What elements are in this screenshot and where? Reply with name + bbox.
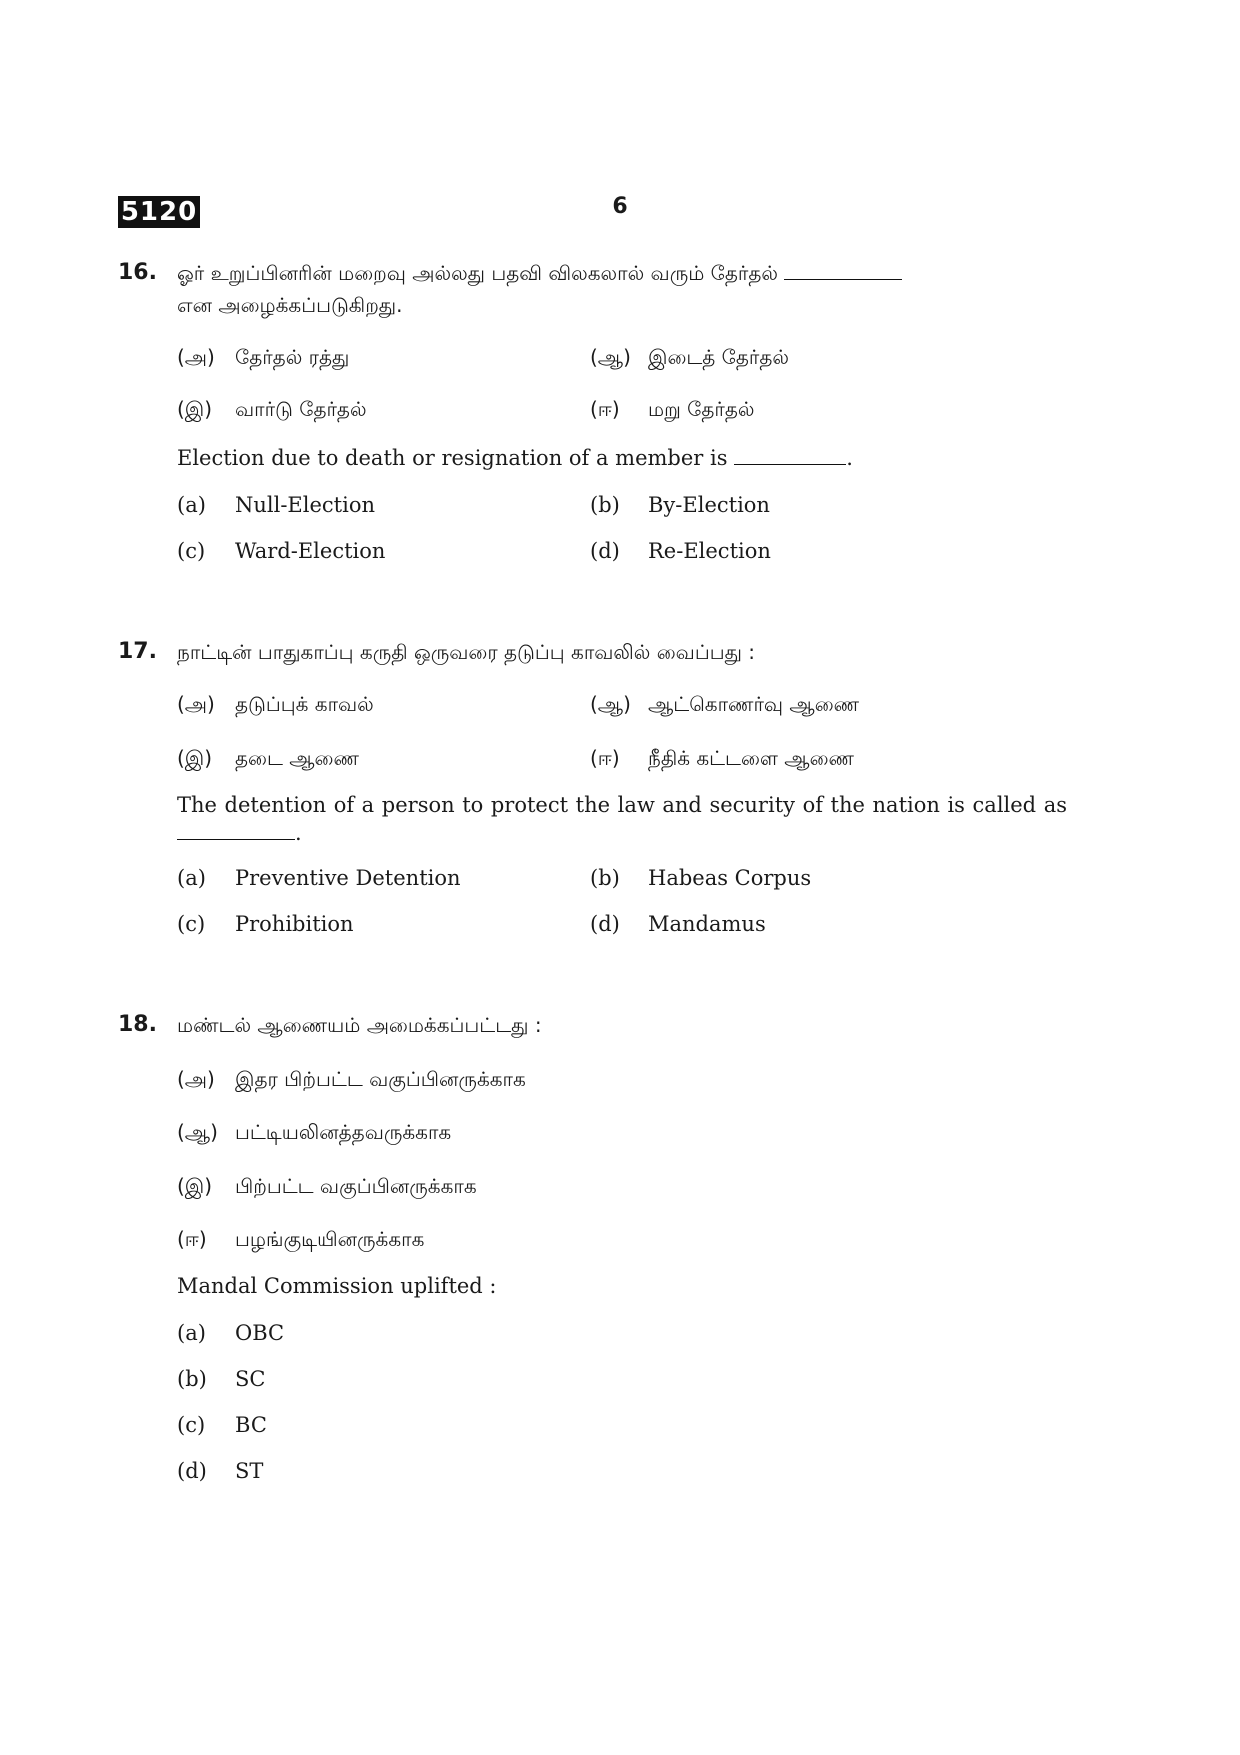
option-english-a[interactable]: (a) Preventive Detention [177,866,461,890]
option-english-b[interactable]: (b) By-Election [590,493,770,517]
option-tamil-a[interactable]: (அ) தடுப்புக் காவல் [177,692,374,716]
option-english-c[interactable]: (c) Ward-Election [177,539,386,563]
option-english-c[interactable]: (c) BC [177,1413,267,1437]
question-tamil-text: மண்டல் ஆணையம் அமைக்கப்பட்டது : [177,1013,542,1037]
option-english-d[interactable]: (d) ST [177,1459,264,1483]
option-english-d[interactable]: (d) Re-Election [590,539,771,563]
paper-code-badge: 5120 [118,196,200,228]
question-number: 18. [118,1012,157,1037]
option-tamil-ii[interactable]: (ஈ) நீதிக் கட்டளை ஆணை [590,746,854,770]
option-tamil-i[interactable]: (இ) வார்டு தேர்தல் [177,397,367,421]
question-number: 17. [118,639,157,664]
page-number: 6 [612,194,628,219]
option-english-b[interactable]: (b) Habeas Corpus [590,866,812,890]
question-english-text: Election due to death or resignation of a member is . [177,446,853,470]
question-tamil-text: நாட்டின் பாதுகாப்பு கருதி ஒருவரை தடுப்பு காவலில் வைப்பது : [177,640,756,664]
question-tamil-text: ஓர் உறுப்பினரின் மறைவு அல்லது பதவி விலகலால் வரும் தேர்தல் [177,258,1067,288]
question-english-text: The detention of a person to protect the law and security of the nation is called as . [177,793,1067,845]
option-tamil-ii[interactable]: (ஈ) பழங்குடியினருக்காக [177,1227,425,1251]
option-english-c[interactable]: (c) Prohibition [177,912,354,936]
option-english-d[interactable]: (d) Mandamus [590,912,766,936]
option-tamil-i[interactable]: (இ) தடை ஆணை [177,746,359,770]
option-english-b[interactable]: (b) SC [177,1367,266,1391]
question-number: 16. [118,260,157,285]
option-english-a[interactable]: (a) OBC [177,1321,285,1345]
option-tamil-aa[interactable]: (ஆ) ஆட்கொணர்வு ஆணை [590,692,860,716]
option-tamil-aa[interactable]: (ஆ) இடைத் தேர்தல் [590,345,789,369]
option-tamil-a[interactable]: (அ) இதர பிற்பட்ட வகுப்பினருக்காக [177,1067,526,1091]
option-tamil-i[interactable]: (இ) பிற்பட்ட வகுப்பினருக்காக [177,1174,477,1198]
option-english-a[interactable]: (a) Null-Election [177,493,375,517]
question-tamil-text-cont: என அழைக்கப்படுகிறது. [177,293,403,317]
option-tamil-a[interactable]: (அ) தேர்தல் ரத்து [177,345,350,369]
option-tamil-ii[interactable]: (ஈ) மறு தேர்தல் [590,397,755,421]
question-english-text: Mandal Commission uplifted : [177,1274,497,1298]
option-tamil-aa[interactable]: (ஆ) பட்டியலினத்தவருக்காக [177,1120,452,1144]
